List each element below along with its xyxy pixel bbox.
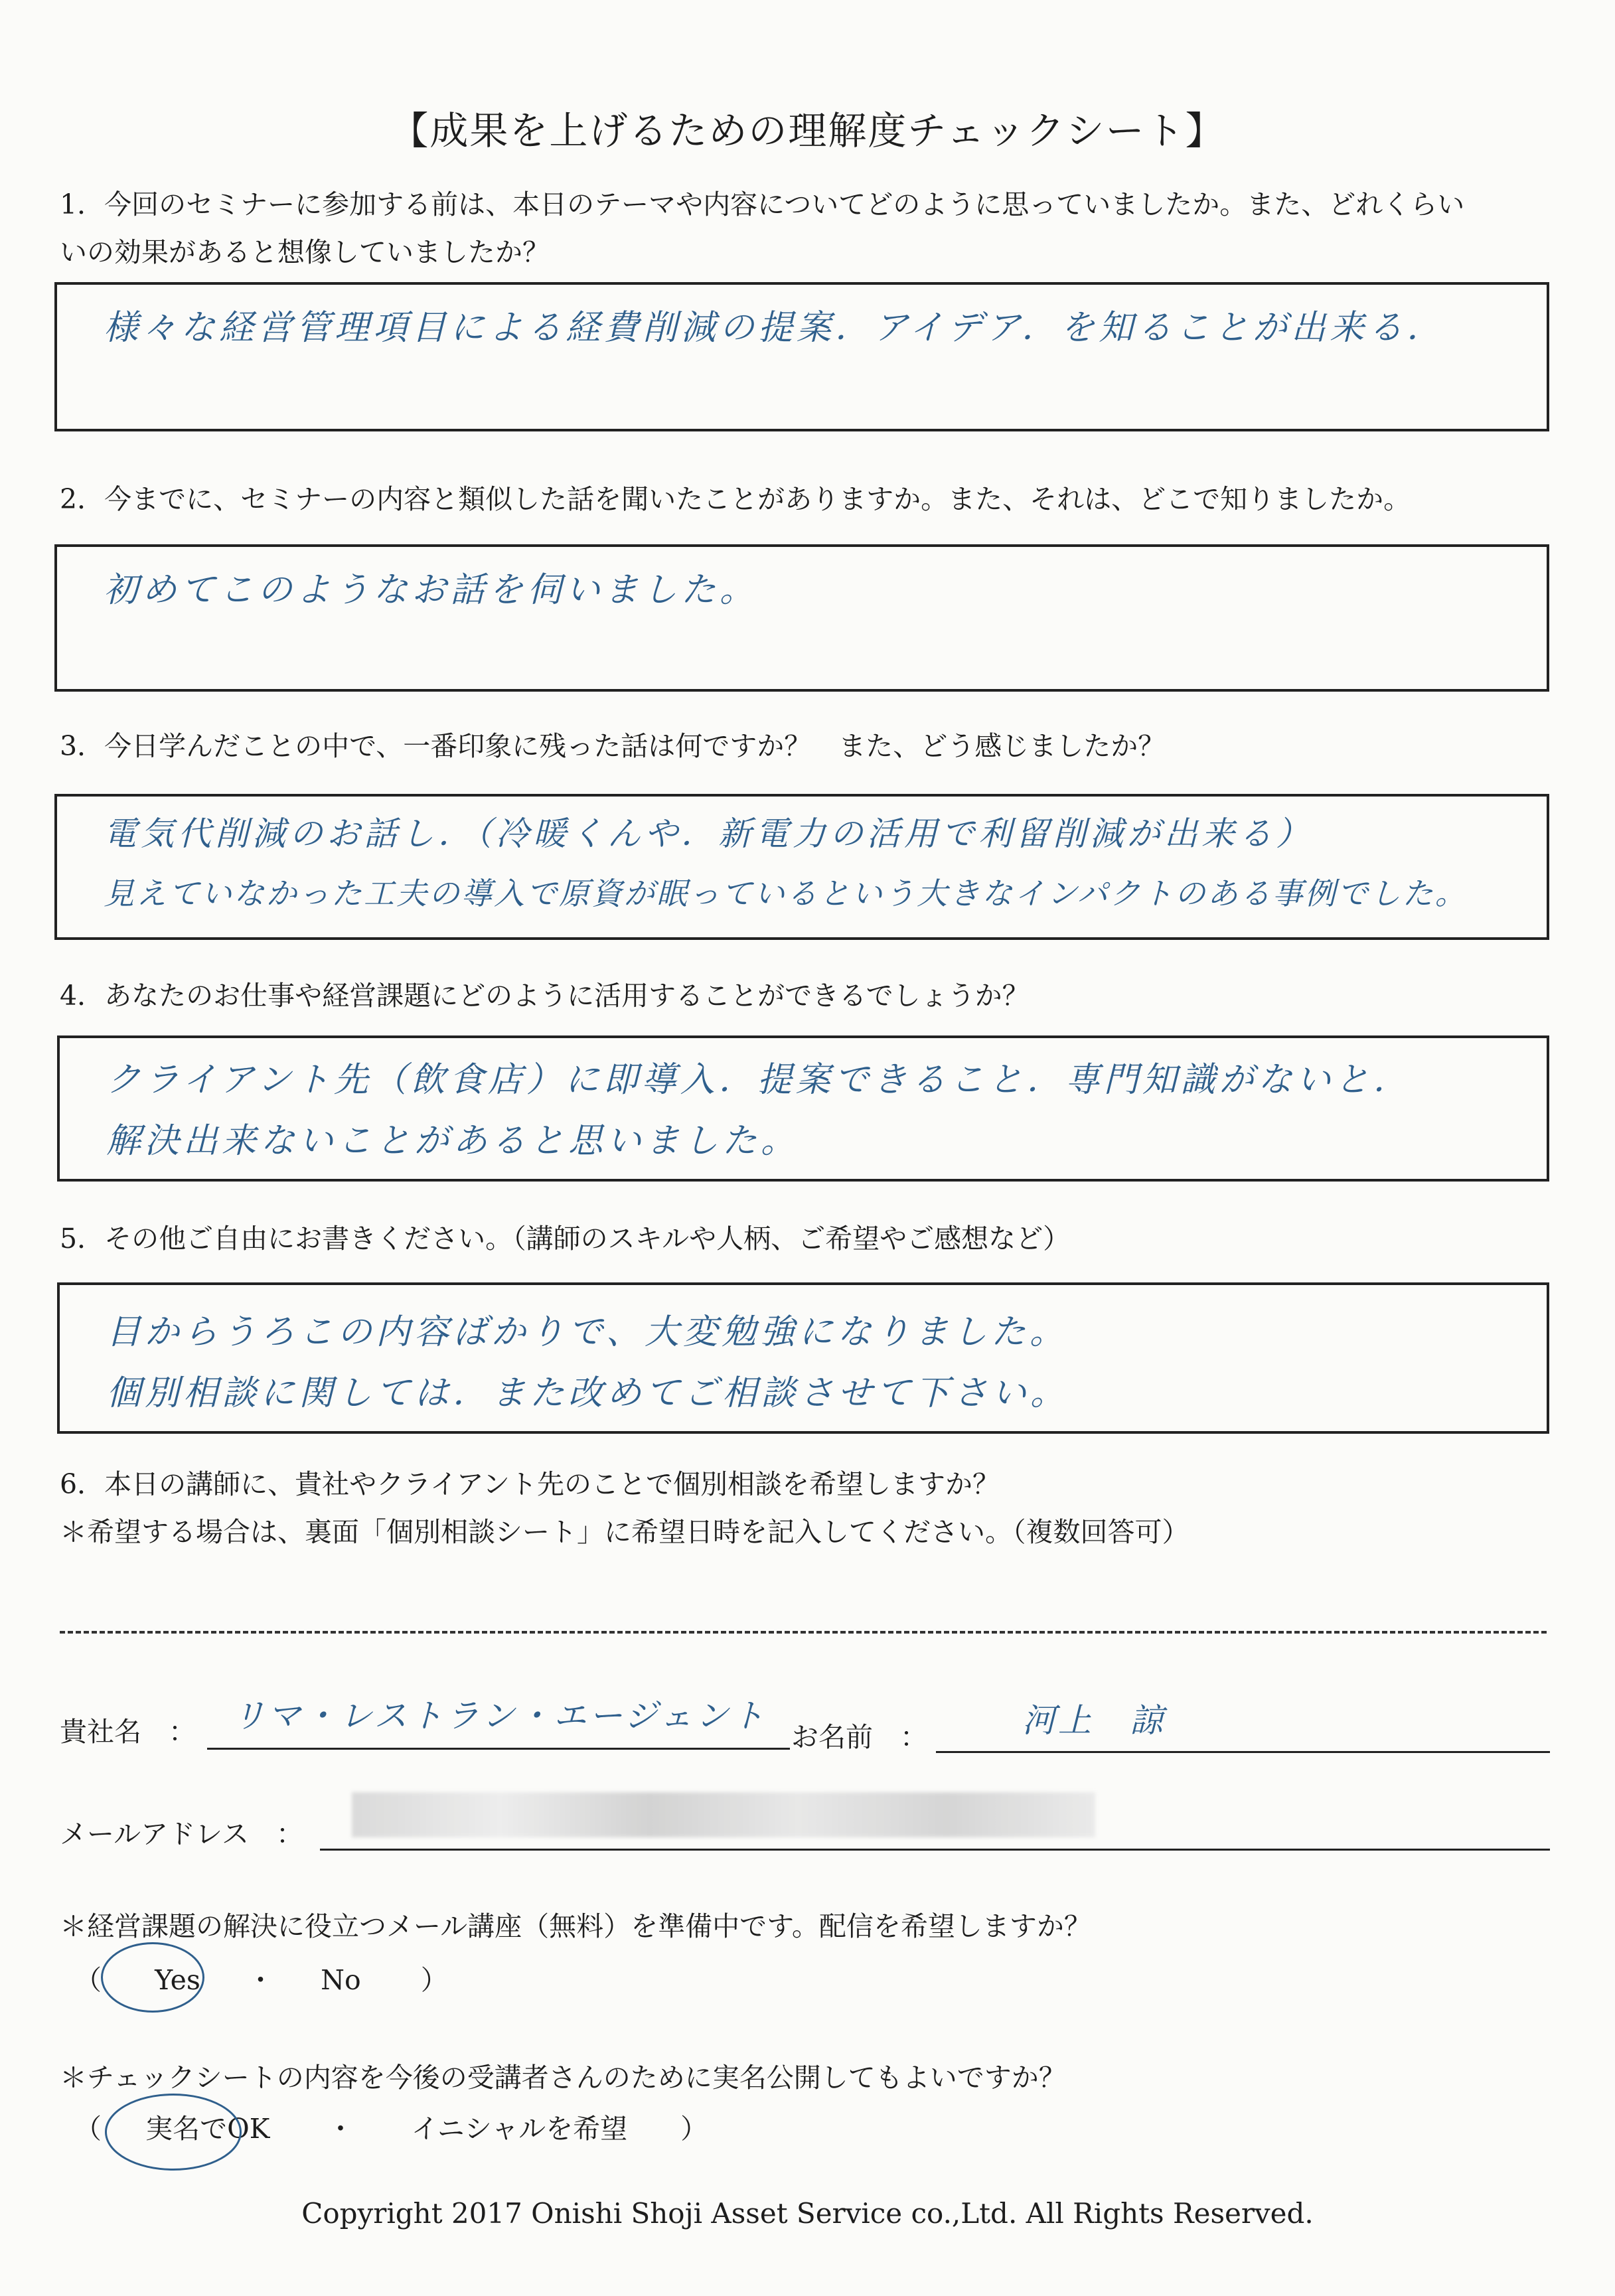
handwritten-answer-line-2: 解決出来ないことがあると思いました。: [106, 1121, 800, 1161]
question-2: [60, 475, 1553, 523]
answer-box-2[interactable]: [54, 544, 1549, 692]
selection-circle: [101, 1942, 204, 2013]
question-5: [60, 1215, 1553, 1263]
option-real-name[interactable]: 実名でOK: [145, 2113, 270, 2145]
publish-options: [74, 2107, 708, 2146]
selection-circle: [105, 2094, 242, 2171]
handwritten-answer-line-2: 見えていなかった工夫の導入で原資が眠っているという大きなインパクトのある事例でした。: [104, 876, 1468, 911]
paren-open: （: [74, 1964, 102, 1996]
handwritten-answer: 様々な経営管理項目による経費削減の提案．アイデア．を知ることが出来る．: [104, 308, 1446, 348]
handwritten-answer-line-1: クライアント先（飲食店）に即導入．提案できること．専門知識がないと．: [106, 1060, 1412, 1100]
company-field[interactable]: [207, 1748, 790, 1750]
question-text-continued: いの効果があると想像していましたか？: [60, 236, 550, 268]
separator: ・: [327, 2113, 354, 2145]
answer-box-1[interactable]: [54, 282, 1549, 431]
publish-question: ＊チェックシートの内容を今後の受講者さんのために実名公開してもよいですか？: [60, 2062, 1066, 2094]
question-1: [60, 181, 1553, 276]
question-number: 4．: [60, 980, 105, 1012]
question-text: あなたのお仕事や経営課題にどのように活用することができるでしょうか？: [104, 980, 1030, 1012]
name-label: お名前 ：: [791, 1721, 927, 1753]
handwritten-answer-line-1: 電気代削減のお話し．（冷暖くんや．新電力の活用で利留削減が出来る）: [104, 814, 1313, 853]
handwritten-answer: 初めてこのようなお話を伺いました。: [104, 570, 759, 610]
answer-box-3[interactable]: [54, 794, 1549, 940]
email-label: メールアドレス ：: [60, 1818, 303, 1850]
company-value: リマ・レストラン・エージェント: [232, 1697, 767, 1735]
question-number: 5．: [60, 1223, 105, 1255]
mail-course-question: ＊経営課題の解決に役立つメール講座（無料）を準備中です。配信を希望しますか？: [60, 1910, 1091, 1942]
option-initials[interactable]: イニシャルを希望: [411, 2113, 628, 2145]
page-title: 【成果を上げるための理解度チェックシート】: [390, 108, 1225, 153]
question-number: 6．: [60, 1468, 105, 1500]
copyright: Copyright 2017 Onishi Shoji Asset Service co.,Ltd. All Rights Reserved.: [301, 2197, 1314, 2230]
mail-course-options: [74, 1958, 448, 1997]
redacted-email: [352, 1792, 1095, 1837]
email-field[interactable]: [320, 1849, 1550, 1851]
question-number: 3．: [60, 730, 105, 762]
question-number: 2．: [60, 483, 105, 515]
option-yes[interactable]: Yes: [155, 1964, 200, 1996]
name-field[interactable]: [936, 1751, 1550, 1753]
question-text: 今までに、セミナーの内容と類似した話を聞いたことがありますか。また、それは、どこで知りましたか。: [104, 483, 1411, 515]
option-no[interactable]: No: [321, 1964, 361, 1996]
question-3: [60, 722, 1553, 770]
handwritten-answer-line-1: 目からうろこの内容ばかりで、大変勉強になりました。: [106, 1312, 1068, 1352]
question-4: [60, 972, 1553, 1020]
question-6: [60, 1460, 1553, 1556]
handwritten-answer-line-2: 個別相談に関しては．また改めてご相談させて下さい。: [106, 1373, 1069, 1413]
question-text: 今回のセミナーに参加する前は、本日のテーマや内容についてどのように思っていましたか。また、どれくらい: [104, 189, 1465, 220]
answer-box-4[interactable]: [57, 1035, 1549, 1182]
separator: ・: [247, 1964, 274, 1996]
dashed-divider: [60, 1631, 1547, 1634]
paren-open: （: [74, 2113, 102, 2145]
paren-close: ）: [420, 1964, 448, 1996]
name-value: 河上 諒: [1022, 1701, 1166, 1740]
question-number: 1．: [60, 189, 105, 220]
question-text: その他ご自由にお書きください。（講師のスキルや人柄、ご希望やご感想など）: [104, 1223, 1071, 1255]
question-text: 今日学んだことの中で、一番印象に残った話は何ですか？ また、どう感じましたか？: [104, 730, 1166, 762]
company-label: 貴社名 ：: [60, 1716, 196, 1748]
question-text: 本日の講師に、貴社やクライアント先のことで個別相談を希望しますか？: [104, 1468, 1000, 1500]
answer-box-5[interactable]: [57, 1282, 1549, 1434]
question-note: ＊希望する場合は、裏面「個別相談シート」に希望日時を記入してください。（複数回答可）: [60, 1516, 1190, 1548]
paren-close: ）: [680, 2113, 708, 2145]
